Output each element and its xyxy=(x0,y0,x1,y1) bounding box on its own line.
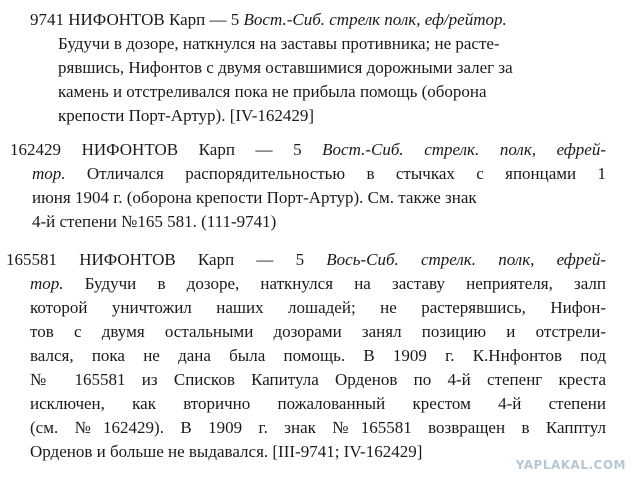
entry-162429 xyxy=(10,138,606,234)
entry-heading: НИФОНТОВ Карп — 5 xyxy=(61,140,323,159)
entry-line xyxy=(30,320,606,344)
entry-line xyxy=(30,296,606,320)
entry-unit: Вось-Сиб. стрелк. полк, ефрей- xyxy=(326,250,606,269)
entry-line xyxy=(30,392,606,416)
entry-text: № 165581 из Списков Капитула Орденов по 4-й степенг креста xyxy=(30,370,606,389)
entry-line xyxy=(32,210,606,234)
entry-line xyxy=(32,162,606,186)
entry-line xyxy=(58,56,532,80)
entry-9741 xyxy=(30,8,532,128)
entry-text: тов с двумя остальными дозорами занял позицию и отстрели- xyxy=(30,322,606,341)
entry-text: Отличался распорядительностью в стычках с японцами 1 xyxy=(65,164,606,183)
entry-text: которой уничтожил наших лошадей; не растерявшись, Нифон- xyxy=(30,298,606,317)
entry-line xyxy=(30,272,606,296)
entry-text: камень и отстреливался пока не прибыла помощь (оборона xyxy=(58,82,487,101)
entry-text: июня 1904 г. (оборона крепости Порт-Артур). См. также знак xyxy=(32,188,477,207)
entry-line xyxy=(10,138,606,162)
entry-line xyxy=(32,186,606,210)
entry-line xyxy=(58,80,532,104)
entry-unit: Вост.-Сиб. стрелк полк, еф/рейтор. xyxy=(243,10,507,29)
entry-text: Орденов и больше не выдавался. [III-9741; IV-162429] xyxy=(30,442,423,461)
entry-text: рявшись, Нифонтов с двумя оставшимися дорожными залег за xyxy=(58,58,513,77)
entry-text: крепости Порт-Артур). [IV-162429] xyxy=(58,106,315,125)
entry-heading: НИФОНТОВ Карп — 5 xyxy=(64,10,244,29)
entry-line xyxy=(6,248,606,272)
entry-text: Будучи в дозоре, наткнулся на заставу неприятеля, залп xyxy=(63,274,606,293)
entry-heading: НИФОНТОВ Карп — 5 xyxy=(57,250,327,269)
entry-line xyxy=(30,368,606,392)
entry-number: 162429 xyxy=(10,140,61,159)
watermark: YAPLAKAL.COM xyxy=(515,458,626,472)
entry-line xyxy=(58,104,532,128)
entry-text: исключен, как вторично пожалованный крестом 4-й степени xyxy=(30,394,606,413)
entry-unit: Вост.-Сиб. стрелк. полк, ефрей- xyxy=(322,140,606,159)
entry-text: Будучи в дозоре, наткнулся на заставы противника; не расте- xyxy=(58,34,500,53)
entry-number: 165581 xyxy=(6,250,57,269)
entry-unit: тор. xyxy=(32,164,66,183)
entry-line xyxy=(30,416,606,440)
entry-line xyxy=(58,32,532,56)
entry-line xyxy=(30,8,532,32)
entry-text: 4-й степени №165 581. (111-9741) xyxy=(32,212,277,231)
entry-text: вался, пока не дана была помощь. В 1909 г. К.Ннфонтов под xyxy=(30,346,606,365)
entry-165581 xyxy=(6,248,606,464)
entry-number: 9741 xyxy=(30,10,64,29)
entry-line xyxy=(30,344,606,368)
entry-text: (см. №162429). В 1909 г. знак №165581 возвращен в Капптул xyxy=(30,418,606,437)
entry-unit: тор. xyxy=(30,274,64,293)
